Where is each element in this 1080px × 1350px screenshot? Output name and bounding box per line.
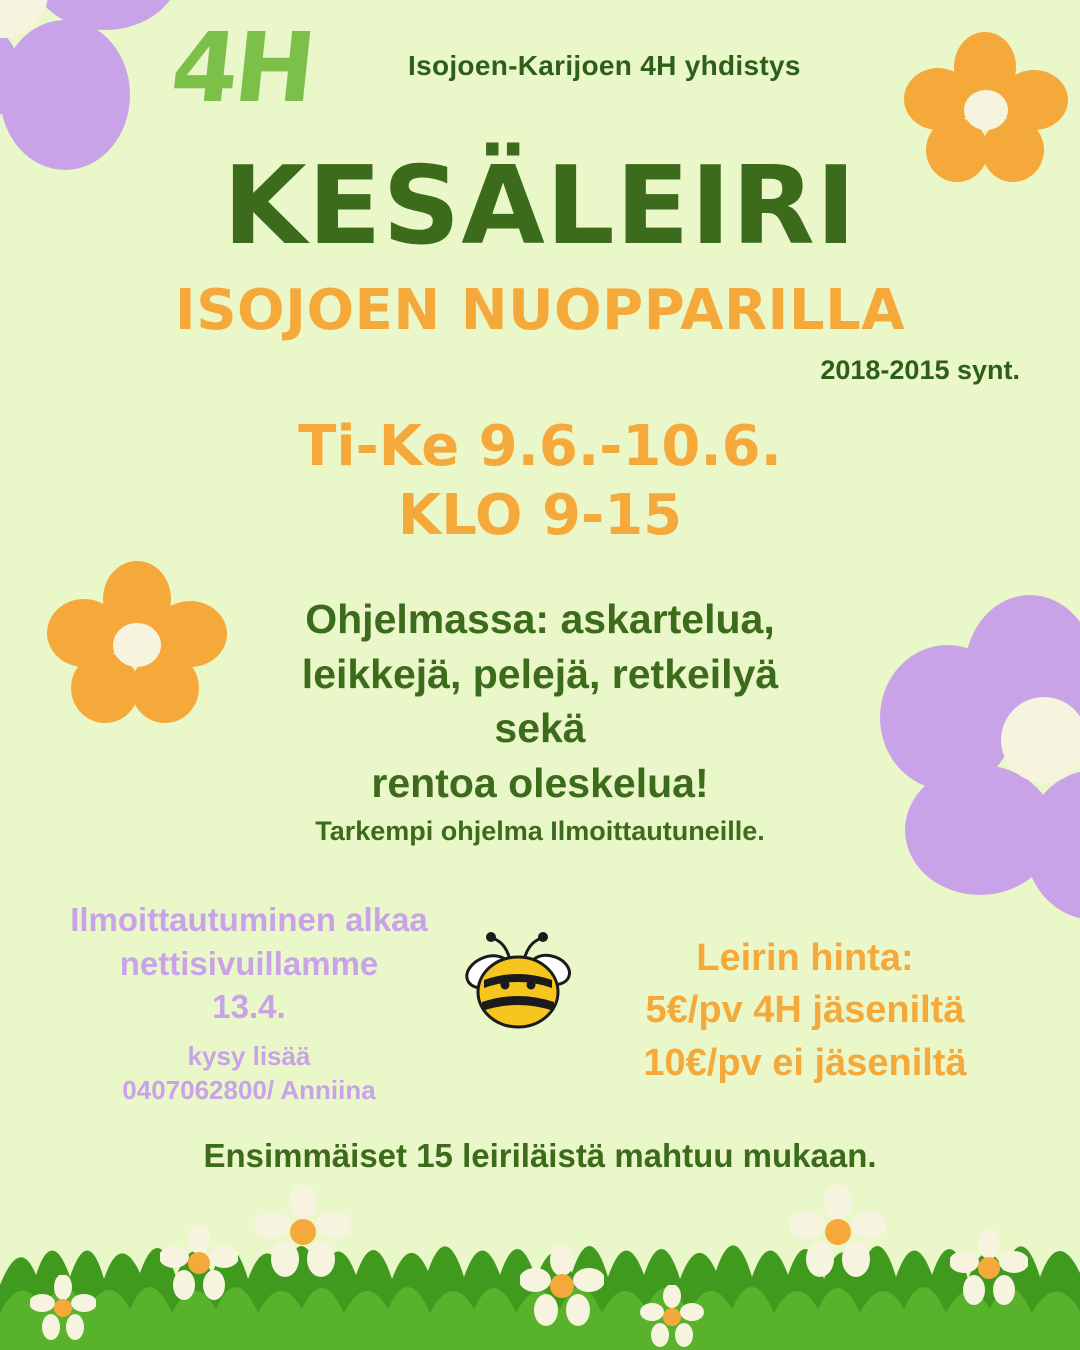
page-subtitle: ISOJOEN NUOPPARILLA	[174, 278, 906, 343]
daisy-icon	[950, 1230, 1028, 1308]
program-line-3: sekä	[494, 705, 586, 752]
price-nonmember: 10€/pv ei jäseniltä	[643, 1041, 967, 1084]
daisy-icon	[160, 1225, 238, 1303]
flower-top-left-purple-icon	[0, 0, 180, 170]
grass-border	[0, 1165, 1080, 1350]
contact-info	[24, 1040, 474, 1108]
camp-dates-line1: Ti-Ke 9.6.-10.6.	[298, 414, 782, 479]
price-member: 5€/pv 4H jäseniltä	[645, 989, 965, 1032]
contact-line-1: kysy lisää	[187, 1041, 311, 1071]
birth-years-label: 2018-2015 synt.	[820, 355, 1020, 385]
registration-info	[24, 898, 474, 1029]
daisy-icon	[30, 1275, 96, 1341]
bee-icon	[458, 930, 578, 1040]
association-name: Isojoen-Karijoen 4H yhdistys	[408, 50, 801, 81]
registration-line-3: 13.4.	[212, 988, 286, 1026]
camp-dates	[0, 412, 1080, 551]
registration-line-2: nettisivuillamme	[119, 944, 379, 982]
price-info	[570, 932, 1040, 1089]
daisy-icon	[790, 1185, 886, 1281]
program-description	[170, 592, 910, 810]
program-line-1: Ohjelmassa: askartelua,	[305, 596, 775, 642]
registration-line-1: Ilmoittautuminen alkaa	[70, 901, 428, 938]
daisy-icon	[255, 1185, 351, 1281]
page-title: KESÄLEIRI	[223, 144, 857, 269]
contact-phone[interactable]: 0407062800/ Anniina	[122, 1074, 376, 1105]
capacity-note: Ensimmäiset 15 leiriläistä mahtuu mukaan.	[203, 1137, 877, 1174]
logo-4h: 4H	[166, 12, 318, 124]
price-title: Leirin hinta:	[696, 937, 914, 979]
program-line-2: leikkejä, pelejä, retkeilyä	[301, 650, 779, 697]
daisy-icon	[520, 1245, 604, 1329]
camp-dates-line2: KLO 9-15	[397, 483, 683, 549]
program-note: Tarkempi ohjelma Ilmoittautuneille.	[315, 816, 765, 846]
program-line-4: rentoa oleskelua!	[371, 759, 709, 806]
daisy-icon	[640, 1285, 704, 1349]
